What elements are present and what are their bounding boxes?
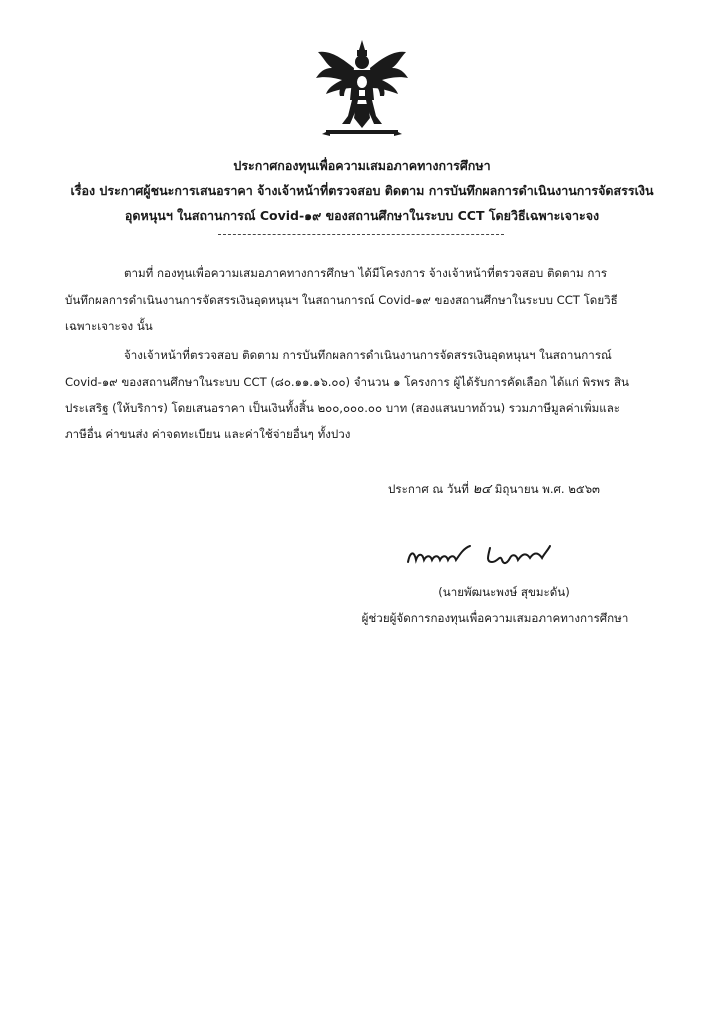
paragraph-2-line-1: จ้างเจ้าหน้าที่ตรวจสอบ ติดตาม การบันทึกผลการดำเนินงานการจัดสรรเงินอุดหนุนฯ ในสถานการณ์ — [124, 348, 612, 362]
paragraph-1-line-2: บันทึกผลการดำเนินงานการจัดสรรเงินอุดหนุนฯ ในสถานการณ์ Covid-๑๙ ของสถานศึกษาในระบบ CCT โดยวิธี — [65, 293, 618, 307]
signatory-position: ผู้ช่วยผู้จัดการกองทุนเพื่อความเสมอภาคทางการศึกษา — [361, 611, 629, 625]
paragraph-1-line-1: ตามที่ กองทุนเพื่อความเสมอภาคทางการศึกษา ได้มีโครงการ จ้างเจ้าหน้าที่ตรวจสอบ ติดตาม การ — [124, 266, 608, 280]
announcement-date — [388, 478, 600, 499]
announcement-title: ประกาศกองทุนเพื่อความเสมอภาคทางการศึกษา — [233, 158, 491, 173]
subject-line-2: อุดหนุนฯ ในสถานการณ์ Covid-๑๙ ของสถานศึกษาในระบบ CCT โดยวิธีเฉพาะเจาะจง — [124, 208, 600, 223]
paragraph-1-line-3: เฉพาะเจาะจง นั้น — [65, 319, 153, 333]
paragraph-2-line-4: ภาษีอื่น ค่าขนส่ง ค่าจดทะเบียน และค่าใช้จ่ายอื่นๆ ทั้งปวง — [65, 427, 351, 441]
paragraph-2-line-3: ประเสริฐ (ให้บริการ) โดยเสนอราคา เป็นเงินทั้งสิ้น ๒๐๐,๐๐๐.๐๐ บาท (สองแสนบาทถ้วน) รวมภาษีมูลค่าเพิ่มและ — [65, 401, 621, 415]
paragraph-2-line-2: Covid-๑๙ ของสถานศึกษาในระบบ CCT (๘๐.๑๑.๑๖.๐๐) จำนวน ๑ โครงการ ผู้ได้รับการคัดเลือก ได้แก่ พิรพร สิน — [65, 375, 629, 389]
garuda-emblem — [312, 38, 412, 142]
handwritten-signature — [404, 540, 554, 572]
date-suffix: มิถุนายน พ.ศ. ๒๕๖๓ — [494, 482, 600, 496]
separator-line — [218, 234, 504, 235]
date-prefix: ประกาศ ณ วันที่ — [388, 482, 469, 496]
date-day-handwritten: ๒๔ — [472, 482, 492, 497]
subject-line-1: เรื่อง ประกาศผู้ชนะการเสนอราคา จ้างเจ้าหน้าที่ตรวจสอบ ติดตาม การบันทึกผลการดำเนินงานการจัดสรรเงิน — [70, 183, 654, 198]
signatory-name: (นายพัฒนะพงษ์ สุขมะดัน) — [438, 585, 570, 599]
